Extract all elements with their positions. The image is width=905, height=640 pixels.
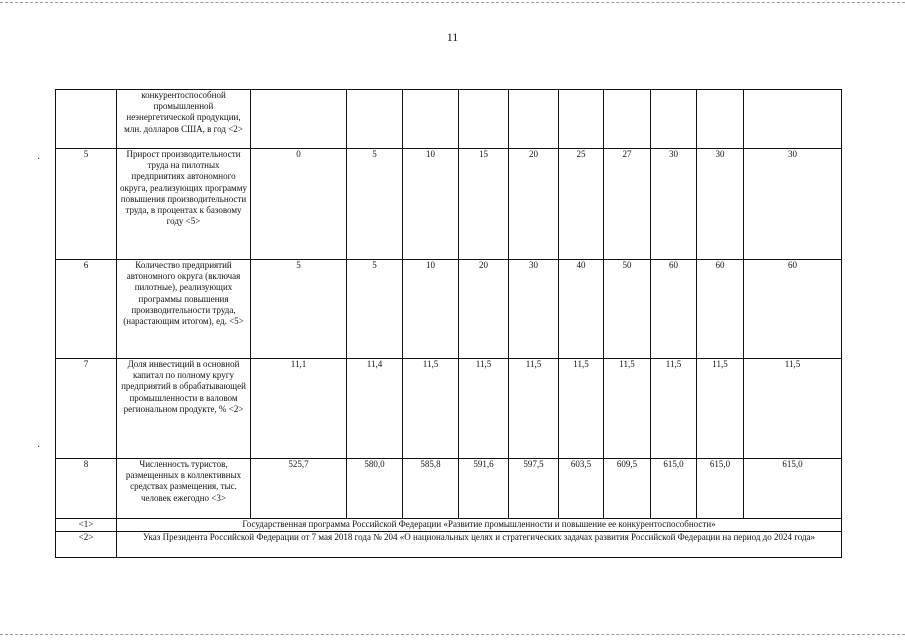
footnote-ref: <2> xyxy=(56,532,117,558)
value-cell: 591,6 xyxy=(459,459,509,519)
value-cell: 597,5 xyxy=(509,459,559,519)
value-cell xyxy=(559,90,604,149)
page-number: 11 xyxy=(446,30,459,44)
scan-dot: · xyxy=(37,442,41,453)
value-cell: 25 xyxy=(559,149,604,260)
footnote-text: Указ Президента Российской Федерации от 7 мая 2018 года № 204 «О национальных целях и стратегических задачах развития Российской Федерации на период до 2024 года» xyxy=(117,532,842,558)
indicator-label: Прирост производительности труда на пилотных предприятиях автономного округа, реализующих программу повышения производительности труда, в процентах к базовому году <5> xyxy=(117,149,251,260)
value-cell: 60 xyxy=(697,260,744,359)
indicator-label: Количество предприятий автономного округа (включая пилотные), реализующих программы повышения производительности труда, (нарастающим итогом), ед. <5> xyxy=(117,260,251,359)
value-cell: 603,5 xyxy=(559,459,604,519)
value-cell: 11,5 xyxy=(744,359,842,459)
value-cell: 40 xyxy=(559,260,604,359)
value-cell: 60 xyxy=(744,260,842,359)
value-cell: 10 xyxy=(403,149,459,260)
value-cell: 585,8 xyxy=(403,459,459,519)
value-cell: 20 xyxy=(509,149,559,260)
value-cell: 5 xyxy=(251,260,347,359)
bottom-scan-edge xyxy=(0,634,905,635)
value-cell: 0 xyxy=(251,149,347,260)
value-cell: 11,5 xyxy=(651,359,697,459)
footnote-row xyxy=(56,519,842,532)
value-cell: 27 xyxy=(604,149,651,260)
value-cell: 11,5 xyxy=(604,359,651,459)
row-number: 7 xyxy=(56,359,117,459)
value-cell: 15 xyxy=(459,149,509,260)
value-cell: 580,0 xyxy=(347,459,403,519)
scan-dot: · xyxy=(37,154,41,165)
table-row xyxy=(56,149,842,260)
footnote-ref: <1> xyxy=(56,519,117,532)
value-cell: 615,0 xyxy=(744,459,842,519)
table-row xyxy=(56,359,842,459)
footnote-text: Государственная программа Российской Федерации «Развитие промышленности и повышение ее конкурентоспособности» xyxy=(117,519,842,532)
table-row xyxy=(56,260,842,359)
indicator-label: Доля инвестиций в основной капитал по полному кругу предприятий в обрабатывающей промышленности в валовом региональном продукте, % <2> xyxy=(117,359,251,459)
value-cell xyxy=(509,90,559,149)
indicators-table xyxy=(55,89,842,558)
value-cell: 525,7 xyxy=(251,459,347,519)
row-number: 5 xyxy=(56,149,117,260)
value-cell: 11,5 xyxy=(509,359,559,459)
top-scan-edge xyxy=(0,2,905,3)
value-cell: 615,0 xyxy=(697,459,744,519)
footnote-row xyxy=(56,532,842,558)
value-cell xyxy=(744,90,842,149)
indicator-label: конкурентоспособной промышленной неэнергетической продукции, млн. долларов США, в год <2> xyxy=(117,90,251,149)
value-cell xyxy=(697,90,744,149)
value-cell: 609,5 xyxy=(604,459,651,519)
row-number: 8 xyxy=(56,459,117,519)
value-cell: 30 xyxy=(651,149,697,260)
value-cell: 5 xyxy=(347,149,403,260)
table-row xyxy=(56,90,842,149)
value-cell: 11,4 xyxy=(347,359,403,459)
value-cell: 30 xyxy=(744,149,842,260)
value-cell: 50 xyxy=(604,260,651,359)
row-number xyxy=(56,90,117,149)
value-cell xyxy=(604,90,651,149)
value-cell: 11,5 xyxy=(559,359,604,459)
value-cell: 11,5 xyxy=(459,359,509,459)
value-cell xyxy=(651,90,697,149)
table-row xyxy=(56,459,842,519)
value-cell: 60 xyxy=(651,260,697,359)
value-cell: 30 xyxy=(509,260,559,359)
value-cell: 10 xyxy=(403,260,459,359)
value-cell xyxy=(459,90,509,149)
value-cell xyxy=(347,90,403,149)
value-cell: 11,5 xyxy=(403,359,459,459)
value-cell: 30 xyxy=(697,149,744,260)
value-cell: 20 xyxy=(459,260,509,359)
value-cell xyxy=(403,90,459,149)
indicator-label: Численность туристов, размещенных в коллективных средствах размещения, тыс. человек ежегодно <3> xyxy=(117,459,251,519)
value-cell: 11,1 xyxy=(251,359,347,459)
value-cell: 11,5 xyxy=(697,359,744,459)
value-cell: 5 xyxy=(347,260,403,359)
value-cell: 615,0 xyxy=(651,459,697,519)
row-number: 6 xyxy=(56,260,117,359)
value-cell xyxy=(251,90,347,149)
